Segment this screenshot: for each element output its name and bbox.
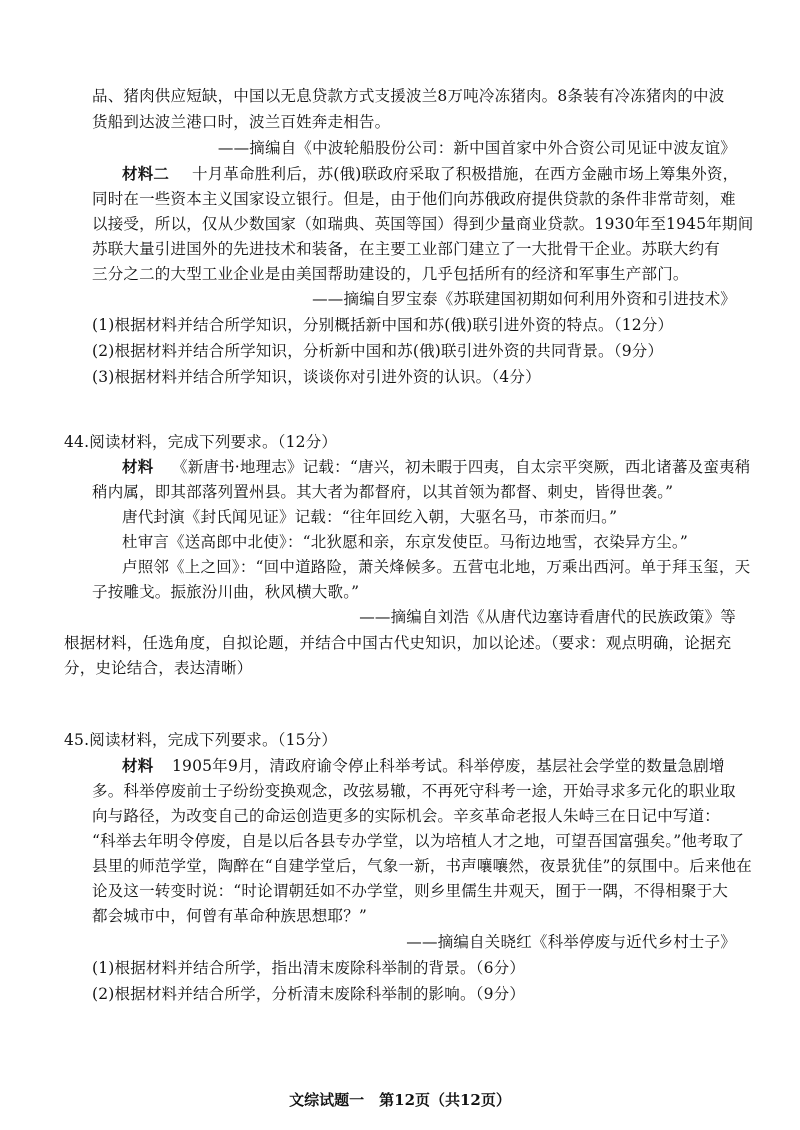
q45-material-line: “科举去年明令停废，自是以后各县专办学堂，以为培植人才之地，可望吾国富强矣。”他考取了 [92, 832, 745, 850]
q43-text-line: 品、猪肉供应短缺，中国以无息贷款方式支援波兰8万吨冷冻猪肉。8条装有冷冻猪肉的中波 [92, 87, 725, 105]
q45-material-line: 都会城市中，何曾有革命种族思想耶？” [92, 907, 368, 925]
q44-material-line: 杜审言《送高郎中北使》：“北狄愿和亲，东京发使臣。马衔边地雪，衣染异方尘。” [122, 533, 688, 551]
q43-question-1: (1)根据材料并结合所学知识，分别概括新中国和苏(俄)联引进外资的特点。（12分） [92, 316, 674, 334]
q44-material-line: 《新唐书·地理志》记载：“唐兴，初未暇于四夷，自太宗平突厥，西北诸蕃及蛮夷稍 [172, 458, 751, 476]
q44-title: 44.阅读材料，完成下列要求。（12分） [64, 433, 338, 451]
q45-material-line: 1905年9月，清政府谕令停止科举考试。科举停废，基层社会学堂的数量急剧增 [172, 757, 725, 775]
q44-material-line: 卢照邻《上之回》：“回中道路险，萧关烽候多。五营屯北地，万乘出西河。单于拜玉玺，天 [122, 558, 751, 576]
q45-question-2: (2)根据材料并结合所学，分析清末废除科举制的影响。（9分） [92, 985, 526, 1003]
q45-source: ——摘编自关晓红《科举停废与近代乡村士子》 [406, 933, 736, 951]
q43-material2-line: 十月革命胜利后，苏(俄)联政府采取了积极措施，在西方金融市场上筹集外资， [192, 165, 739, 183]
q43-material2-line: 三分之二的大型工业企业是由美国帮助建设的，几乎包括所有的经济和军事生产部门。 [92, 265, 689, 283]
q43-text-line: 货船到达波兰港口时，波兰百姓奔走相告。 [92, 113, 391, 131]
q44-requirement-line: 分，史论结合，表达清晰） [64, 659, 253, 677]
q44-requirement-line: 根据材料，任选角度，自拟论题，并结合中国古代史知识，加以论述。（要求：观点明确，论据充 [64, 634, 732, 652]
q43-source-2: ——摘编自罗宝泰《苏联建国初期如何利用外资和引进技术》 [312, 290, 736, 308]
q43-question-2: (2)根据材料并结合所学知识，分析新中国和苏(俄)联引进外资的共同背景。（9分） [92, 342, 664, 360]
q43-material2-line: 同时在一些资本主义国家设立银行。但是，由于他们向苏俄政府提供贷款的条件非常苛刻，难 [92, 190, 736, 208]
q45-material-line: 论及这一转变时说：“时论谓朝廷如不办学堂，则乡里儒生井观天，囿于一隅，不得相聚于大 [92, 882, 729, 900]
page-footer: 文综试题一 第12页（共12页） [289, 1091, 511, 1109]
q45-material-line: 向与路径，为改变自己的命运创造更多的实际机会。辛亥革命老报人朱峙三在日记中写道： [92, 807, 721, 825]
q45-material-line: 县里的师范学堂，陶醉在“自建学堂后，气象一新，书声嚷嚷然，夜景犹佳”的氛围中。后来他在 [92, 857, 752, 875]
q45-material-line: 多。科举停废前士子纷纷变换观念，改弦易辙，不再死守科考一途，开始寻求多元化的职业取 [92, 782, 736, 800]
q44-material-line: 稍内属，即其部落列置州县。其大者为都督府，以其首领为都督、刺史，皆得世袭。” [92, 483, 674, 501]
q43-source-1: ——摘编自《中波轮船股份公司：新中国首家中外合资公司见证中波友谊》 [217, 139, 736, 157]
q45-title: 45.阅读材料，完成下列要求。（15分） [64, 731, 338, 749]
q45-material-label: 材料 [122, 756, 154, 775]
q43-material2-label: 材料二 [122, 164, 170, 183]
q43-material2-line: 以接受，所以，仅从少数国家（如瑞典、英国等国）得到少量商业贷款。1930年至1945年期间 [92, 215, 754, 233]
q45-question-1: (1)根据材料并结合所学，指出清末废除科举制的背景。（6分） [92, 959, 526, 977]
q43-question-3: (3)根据材料并结合所学知识，谈谈你对引进外资的认识。（4分） [92, 368, 541, 386]
q44-source: ——摘编自刘浩《从唐代边塞诗看唐代的民族政策》等 [359, 608, 736, 626]
q44-material-label: 材料 [122, 457, 154, 476]
q43-material2-line: 苏联大量引进国外的先进技术和装备，在主要工业部门建立了一大批骨干企业。苏联大约有 [92, 240, 721, 258]
q44-material-line: 子按雕戈。振旅汾川曲，秋风横大歌。” [92, 583, 360, 601]
q44-material-line: 唐代封演《封氏闻见证》记载：“往年回纥入朝，大驱名马，市茶而归。” [122, 508, 618, 526]
